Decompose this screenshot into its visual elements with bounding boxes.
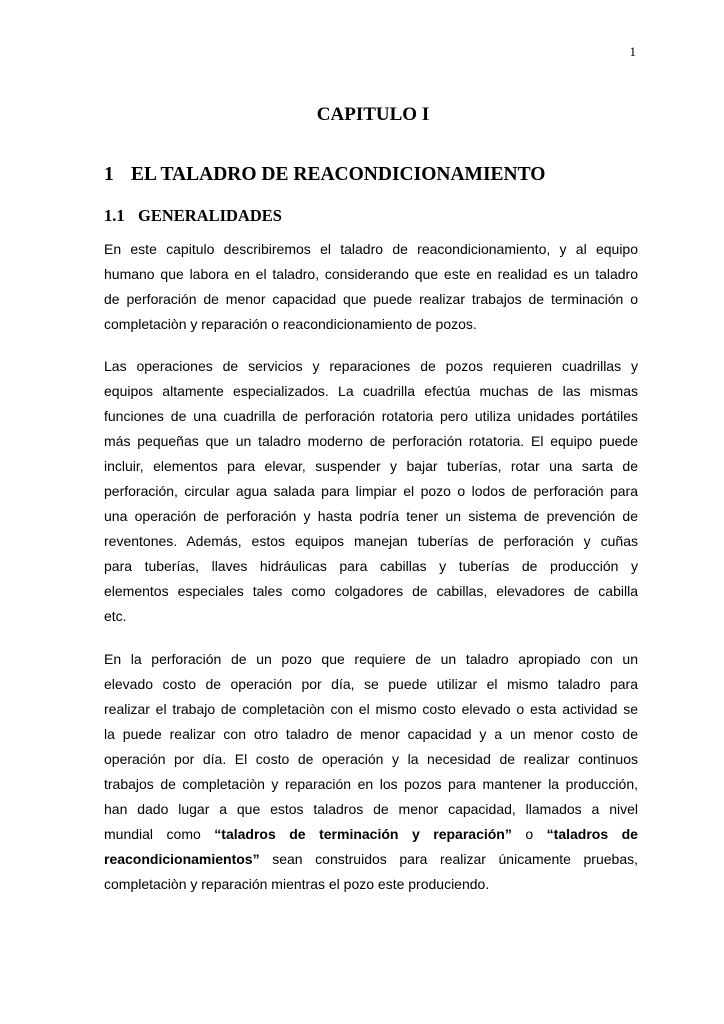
text-line: realizar el trabajo de completaciòn con el mismo costo elevado o esta actividad se (104, 701, 638, 717)
text-line: En este capitulo describiremos el taladro de reacondicionamiento, y al equipo (104, 241, 638, 257)
subsection-title: GENERALIDADES (138, 206, 282, 225)
text-line: trabajos de completaciòn y reparación en los pozos para mantener la producción, (104, 776, 638, 792)
bold-term: reacondicionamientos” (104, 851, 260, 867)
text-line: funciones de una cuadrilla de perforación rotatoria pero utiliza unidades portátiles (104, 408, 638, 424)
text-line: etc. (104, 608, 127, 624)
section-number: 1 (104, 164, 114, 185)
text-line: más pequeñas que un taladro moderno de perforación rotatoria. El equipo puede (104, 433, 638, 449)
bold-term: “taladros de (546, 826, 638, 842)
text-line: humano que labora en el taladro, considerando que este en realidad es un taladro (104, 266, 638, 282)
text-run: mundial como (104, 826, 215, 842)
text-line: Las operaciones de servicios y reparaciones de pozos requieren cuadrillas y (104, 358, 638, 374)
text-line: En la perforación de un pozo que requiere de un taladro apropiado con un (104, 651, 638, 667)
section-title: EL TALADRO DE REACONDICIONAMIENTO (131, 164, 546, 185)
text-line: completaciòn y reparación mientras el pozo este produciendo. (104, 876, 490, 892)
section-heading (104, 164, 545, 186)
bold-term: “taladros de terminación y reparación” (214, 826, 512, 842)
text-line: incluir, elementos para elevar, suspender y bajar tuberías, rotar una sarta de (104, 458, 638, 474)
text-line: equipos altamente especializados. La cuadrilla efectúa muchas de las mismas (104, 383, 638, 399)
paragraph-1 (104, 237, 638, 337)
text-line: completaciòn y reparación o reacondicionamiento de pozos. (104, 316, 477, 332)
text-line (104, 847, 638, 872)
text-line: una operación de perforación y hasta podría tener un sistema de prevención de (104, 508, 638, 524)
text-line: reventones. Además, estos equipos manejan tuberías de perforación y cuñas (104, 533, 638, 549)
text-line: perforación, circular agua salada para limpiar el pozo o lodos de perforación para (104, 483, 638, 499)
text-run: sean construidos para realizar únicamente pruebas, (259, 851, 638, 867)
text-line: la puede realizar con otro taladro de menor capacidad y a un menor costo de (104, 726, 638, 742)
subsection-heading (104, 206, 282, 226)
text-line: de perforación de menor capacidad que puede realizar trabajos de terminación o (104, 291, 638, 307)
text-line: han dado lugar a que estos taladros de menor capacidad, llamados a nivel (104, 801, 638, 817)
subsection-number: 1.1 (104, 206, 125, 225)
text-line (104, 822, 638, 847)
paragraph-2 (104, 354, 638, 629)
chapter-title: CAPITULO I (316, 104, 430, 125)
text-line: operación por día. El costo de operación y la necesidad de realizar continuos (104, 751, 638, 767)
page-number: 1 (629, 44, 636, 59)
text-line: elementos especiales tales como colgadores de cabillas, elevadores de cabilla (104, 583, 638, 599)
text-run: o (511, 826, 547, 842)
text-line: para tuberías, llaves hidráulicas para cabillas y tuberías de producción y (104, 558, 638, 574)
text-line: elevado costo de operación por día, se puede utilizar el mismo taladro para (104, 676, 638, 692)
paragraph-3 (104, 647, 638, 897)
